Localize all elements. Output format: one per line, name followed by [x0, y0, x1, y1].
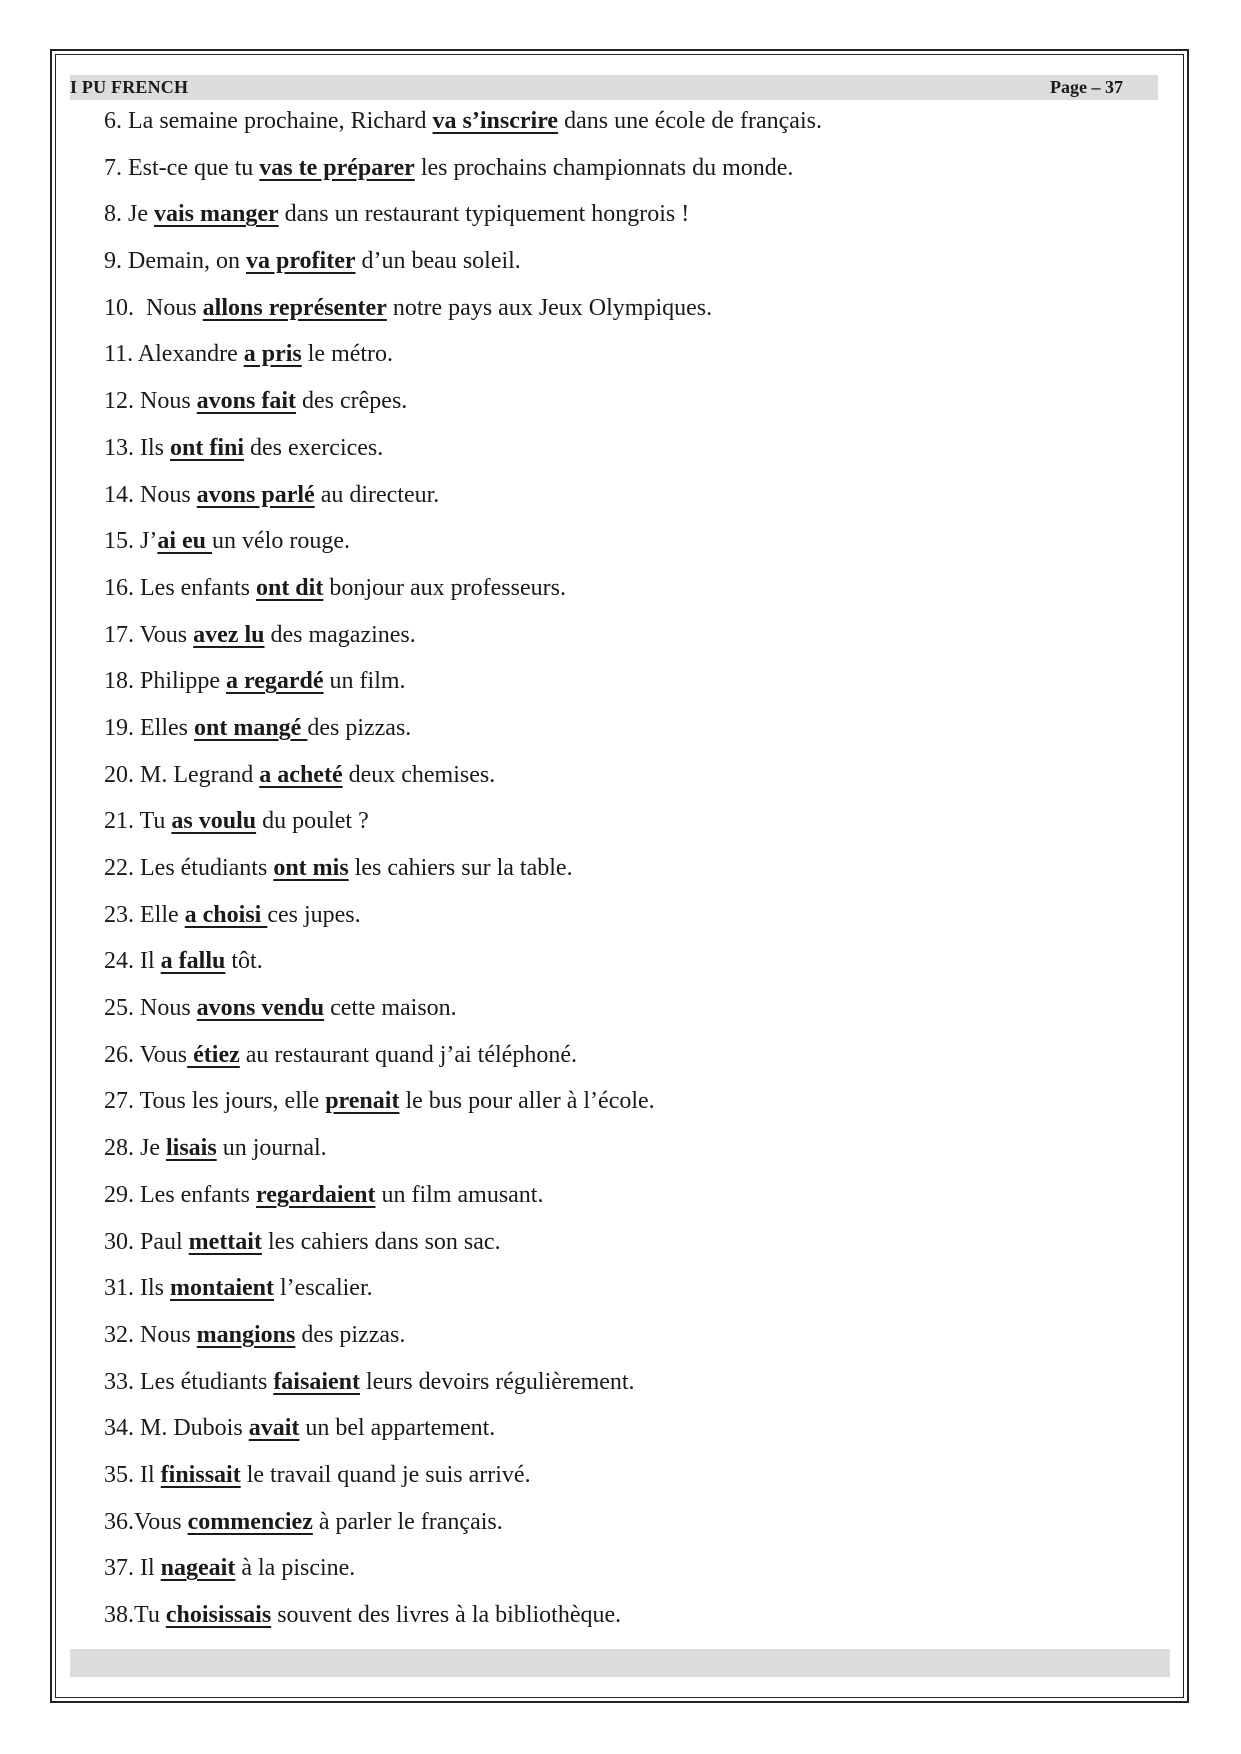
sentence-start: 16. Les enfants — [104, 574, 256, 601]
sentence-end: les prochains championnats du monde. — [414, 154, 794, 181]
sentence-start: 19. Elles — [104, 714, 194, 741]
exercise-line — [104, 1550, 1164, 1597]
sentence-end: notre pays aux Jeux Olympiques. — [386, 294, 713, 321]
sentence-start: 10. Nous — [104, 294, 203, 321]
header-bar — [70, 75, 1158, 100]
sentence-start: 7. Est-ce que tu — [104, 154, 260, 181]
sentence-end: un vélo rouge. — [212, 528, 350, 555]
sentence-end: d’un beau soleil. — [355, 248, 521, 275]
answer-verb: ont mis — [273, 855, 349, 881]
exercise-line — [104, 1083, 1164, 1130]
sentence-end: le bus pour aller à l’école. — [399, 1088, 655, 1115]
answer-verb: vais manger — [154, 201, 279, 228]
exercise-line — [104, 1364, 1164, 1411]
sentence-end: l’escalier. — [274, 1275, 373, 1302]
sentence-start: 32. Nous — [104, 1321, 197, 1348]
answer-verb: ont fini — [170, 434, 245, 461]
course-title: I PU FRENCH — [70, 77, 189, 97]
sentence-start: 30. Paul — [104, 1228, 189, 1255]
sentence-end: du poulet ? — [256, 808, 369, 835]
answer-verb: prenait — [325, 1088, 400, 1115]
exercise-line — [104, 1130, 1164, 1177]
sentence-start: 33. Les étudiants — [104, 1368, 274, 1395]
sentence-start: 22. Les étudiants — [104, 855, 274, 881]
sentence-start: 37. Il — [104, 1555, 161, 1582]
sentence-end: souvent des livres à la bibliothèque. — [271, 1602, 622, 1628]
answer-verb: vas te préparer — [259, 154, 415, 181]
exercise-line — [104, 523, 1164, 570]
footer-bar — [70, 1649, 1170, 1677]
answer-verb: a fallu — [160, 948, 226, 975]
answer-verb: a pris — [243, 341, 302, 368]
answer-verb: lisais — [166, 1135, 217, 1162]
sentence-start: 21. Tu — [104, 808, 172, 835]
sentence-start: 34. M. Dubois — [104, 1415, 249, 1442]
exercise-line — [104, 150, 1164, 197]
answer-verb: ont dit — [255, 574, 324, 601]
exercise-line — [104, 570, 1164, 617]
sentence-start: 31. Ils — [104, 1275, 170, 1302]
sentence-end: des crêpes. — [296, 388, 408, 415]
answer-verb: a acheté — [259, 761, 343, 788]
answer-verb: avait — [248, 1415, 300, 1442]
exercise-line — [104, 477, 1164, 524]
exercise-line — [104, 1177, 1164, 1224]
answer-verb: commenciez — [187, 1508, 313, 1535]
sentence-start: 29. Les enfants — [104, 1181, 256, 1208]
answer-verb: mettait — [188, 1228, 262, 1255]
exercise-line — [104, 430, 1164, 477]
answer-verb: ont mangé — [194, 714, 308, 741]
exercise-line — [104, 990, 1164, 1037]
exercise-line — [104, 663, 1164, 710]
sentence-end: leurs devoirs régulièrement. — [359, 1368, 635, 1395]
sentence-end: ces jupes. — [267, 901, 361, 928]
sentence-end: cette maison. — [324, 995, 457, 1022]
sentence-end: dans une école de français. — [558, 108, 822, 134]
exercise-line — [104, 383, 1164, 430]
answer-verb: regardaient — [255, 1181, 376, 1208]
answer-verb: ai eu — [157, 528, 213, 555]
sentence-start: 35. Il — [104, 1461, 161, 1488]
sentence-end: un journal. — [216, 1135, 327, 1162]
answer-verb: as voulu — [171, 808, 257, 835]
sentence-start: 14. Nous — [104, 481, 197, 508]
sentence-end: un film amusant. — [375, 1181, 544, 1208]
exercise-line — [104, 1504, 1164, 1551]
answer-verb: avons fait — [196, 388, 297, 415]
sentence-start: 15. J’ — [104, 528, 158, 555]
sentence-start: 25. Nous — [104, 995, 197, 1022]
sentence-start: 6. La semaine prochaine, Richard — [104, 108, 433, 134]
sentence-start: 26. Vous — [104, 1041, 188, 1068]
exercise-line — [104, 710, 1164, 757]
sentence-start: 13. Ils — [104, 434, 170, 461]
sentence-end: les cahiers dans son sac. — [261, 1228, 501, 1255]
sentence-start: 24. Il — [104, 948, 161, 975]
sentence-end: au restaurant quand j’ai téléphoné. — [239, 1041, 577, 1068]
sentence-end: dans un restaurant typiquement hongrois ! — [278, 201, 690, 228]
sentence-end: un bel appartement. — [299, 1415, 496, 1442]
exercise-line — [104, 897, 1164, 944]
sentence-end: tôt. — [225, 948, 263, 975]
exercise-line — [104, 1317, 1164, 1364]
exercise-line — [104, 1037, 1164, 1084]
exercise-line — [104, 943, 1164, 990]
sentence-end: des exercices. — [244, 434, 384, 461]
answer-verb: mangions — [196, 1321, 296, 1348]
sentence-start: 9. Demain, on — [104, 248, 246, 275]
answer-verb: faisaient — [273, 1368, 360, 1395]
answer-verb: a choisi — [184, 901, 268, 928]
sentence-end: bonjour aux professeurs. — [323, 574, 566, 601]
sentence-end: au directeur. — [314, 481, 440, 508]
exercise-line — [104, 336, 1164, 383]
exercise-line — [104, 103, 1164, 150]
exercise-line — [104, 243, 1164, 290]
sentence-start: 27. Tous les jours, elle — [104, 1088, 326, 1115]
sentence-start: 8. Je — [104, 201, 154, 228]
answer-verb: allons représenter — [202, 294, 387, 321]
answer-verb: étiez — [187, 1041, 240, 1068]
page-number: Page – 37 — [1050, 77, 1123, 97]
answer-verb: nageait — [160, 1555, 236, 1582]
exercise-line — [104, 617, 1164, 664]
answer-verb: a regardé — [226, 668, 324, 695]
sentence-start: 28. Je — [104, 1135, 166, 1162]
sentence-start: 23. Elle — [104, 901, 185, 928]
sentence-end: à parler le français. — [312, 1508, 503, 1535]
exercise-line — [104, 290, 1164, 337]
exercise-line — [104, 757, 1164, 804]
sentence-start: 12. Nous — [104, 388, 197, 415]
sentence-end: à la piscine. — [235, 1555, 356, 1582]
sentence-end: le métro. — [301, 341, 394, 368]
exercise-line — [104, 1597, 1164, 1644]
answer-verb: avons parlé — [196, 481, 315, 508]
sentence-end: des pizzas. — [295, 1321, 406, 1348]
answer-verb: montaient — [170, 1275, 274, 1302]
exercise-line — [104, 1224, 1164, 1271]
sentence-start: 11. Alexandre — [104, 341, 244, 368]
sentence-end: le travail quand je suis arrivé. — [240, 1461, 531, 1488]
sentence-start: 20. M. Legrand — [104, 761, 260, 788]
sentence-end: des pizzas. — [307, 714, 412, 741]
sentence-start: 38.Tu — [104, 1602, 166, 1628]
exercise-line — [104, 1410, 1164, 1457]
exercise-line — [104, 1270, 1164, 1317]
sentence-end: les cahiers sur la table. — [348, 855, 573, 881]
answer-verb: avons vendu — [196, 995, 325, 1022]
sentence-start: 18. Philippe — [104, 668, 227, 695]
answer-verb: finissait — [160, 1461, 241, 1488]
answer-verb: va s’inscrire — [432, 108, 559, 134]
answer-verb: choisissais — [165, 1602, 272, 1628]
answer-verb: avez lu — [193, 621, 265, 648]
exercise-line — [104, 850, 1164, 897]
exercise-list — [104, 103, 1164, 1644]
sentence-start: 36.Vous — [104, 1508, 188, 1535]
sentence-end: un film. — [323, 668, 406, 695]
exercise-line — [104, 1457, 1164, 1504]
answer-verb: va profiter — [245, 248, 356, 275]
exercise-line — [104, 196, 1164, 243]
exercise-line — [104, 803, 1164, 850]
sentence-end: deux chemises. — [342, 761, 496, 788]
sentence-start: 17. Vous — [104, 621, 194, 648]
sentence-end: des magazines. — [264, 621, 416, 648]
